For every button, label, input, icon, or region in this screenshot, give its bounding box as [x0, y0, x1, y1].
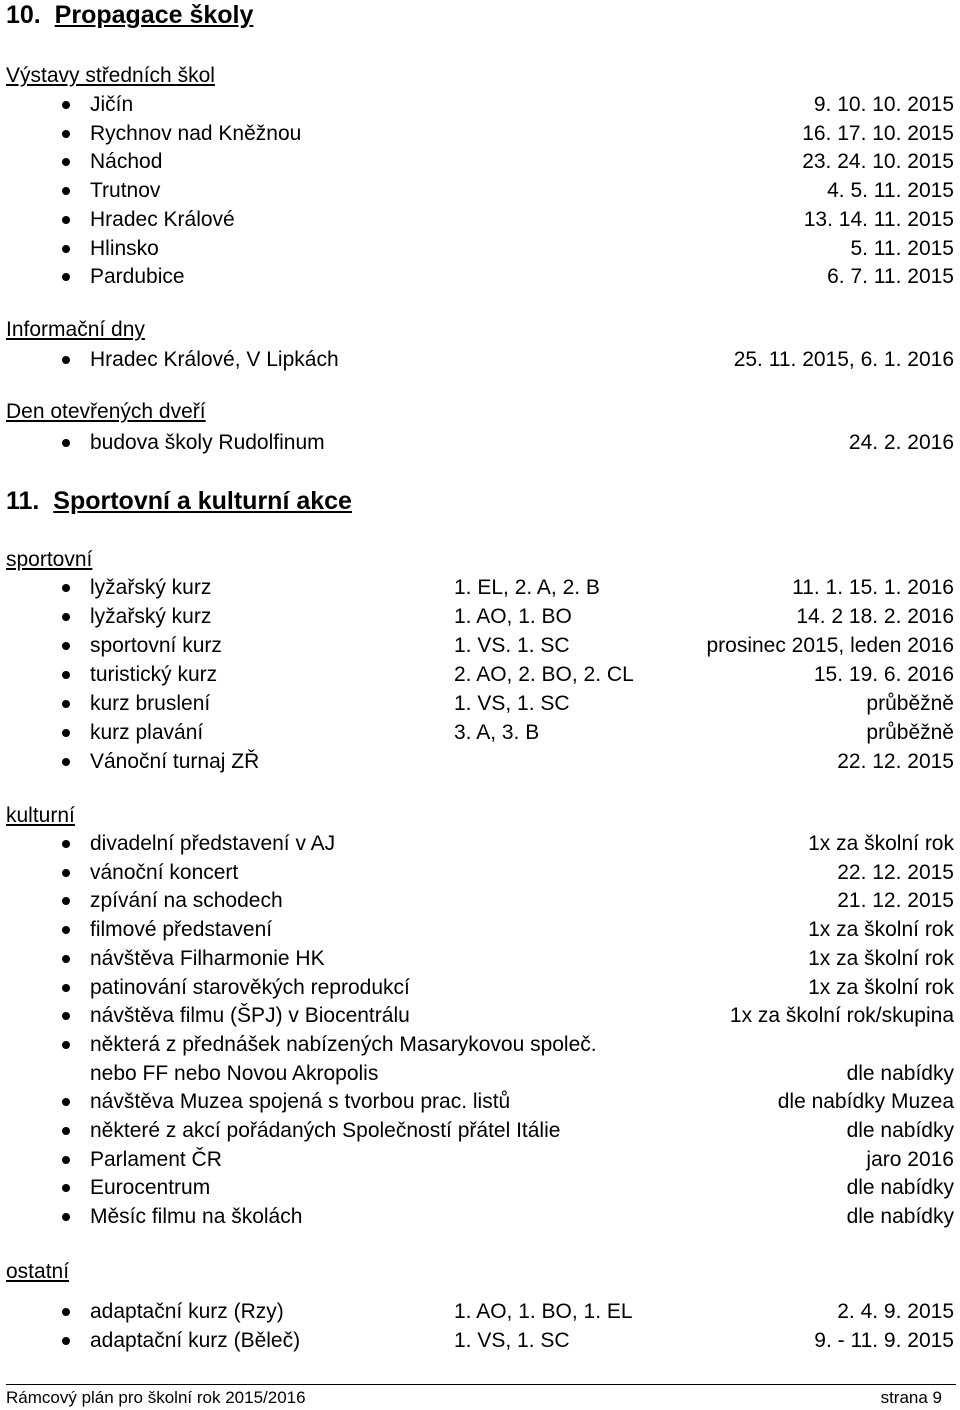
item-classes: 2. AO, 2. BO, 2. CL: [454, 663, 634, 686]
section-11-heading: [6, 486, 352, 516]
item-date: 22. 12. 2015: [837, 750, 954, 773]
item-label: Náchod: [90, 150, 163, 174]
section-title: Propagace školy: [54, 1, 254, 29]
item-date: 6. 7. 11. 2015: [827, 265, 954, 289]
bullet-icon: [62, 955, 70, 963]
item-date: 25. 11. 2015, 6. 1. 2016: [733, 348, 954, 371]
subsection-heading-kulturni: kulturní: [6, 804, 75, 827]
bullet-icon: [62, 1127, 70, 1135]
bullet-icon: [62, 216, 70, 224]
item-label: sportovní kurz: [90, 634, 222, 657]
item-label: návštěva Filharmonie HK: [90, 946, 325, 970]
item-label: adaptační kurz (Rzy): [90, 1300, 284, 1323]
bullet-icon: [62, 869, 70, 877]
item-date: jaro 2016: [866, 1147, 954, 1171]
item-label: některé z akcí pořádaných Společností přátel Itálie: [90, 1119, 561, 1142]
bullet-icon: [62, 984, 70, 992]
item-label: kurz plavání: [90, 721, 204, 744]
subsection-heading-vystavy: Výstavy středních škol: [6, 64, 215, 87]
bullet-icon: [62, 273, 70, 281]
bullet-icon: [62, 1012, 70, 1020]
item-label: turistický kurz: [90, 663, 218, 686]
bullet-icon: [62, 101, 70, 109]
bullet-icon: [62, 897, 70, 905]
item-label: Eurocentrum: [90, 1176, 211, 1200]
section-number: 11.: [6, 487, 40, 515]
bullet-icon: [62, 1308, 70, 1316]
item-label: zpívání na schodech: [90, 889, 283, 913]
bullet-icon: [62, 926, 70, 934]
bullet-icon: [62, 356, 70, 364]
item-date: 5. 11. 2015: [850, 236, 954, 260]
bullet-icon: [62, 840, 70, 848]
item-label: adaptační kurz (Běleč): [90, 1329, 301, 1352]
footer-page-number: strana 9: [880, 1388, 942, 1407]
item-date: 9. - 11. 9. 2015: [814, 1329, 954, 1352]
item-date: 21. 12. 2015: [837, 889, 954, 913]
section-title: Sportovní a kulturní akce: [53, 487, 352, 515]
item-date: dle nabídky: [846, 1176, 954, 1200]
bullet-icon: [62, 158, 70, 166]
subsection-heading-ostatni: ostatní: [6, 1260, 70, 1283]
item-date: 16. 17. 10. 2015: [802, 121, 954, 145]
subsection-heading-den-otevrenych-dveri: Den otevřených dveří: [6, 400, 206, 423]
item-date: průběžně: [866, 692, 954, 715]
item-classes: 1. VS, 1. SC: [454, 692, 570, 715]
item-date: 1x za školní rok: [808, 832, 954, 855]
item-label: Vánoční turnaj ZŘ: [90, 750, 260, 773]
bullet-icon: [62, 584, 70, 592]
item-classes: 1. EL, 2. A, 2. B: [454, 576, 600, 599]
item-classes: 3. A, 3. B: [454, 721, 540, 744]
bullet-icon: [62, 439, 70, 447]
item-label: některá z přednášek nabízených Masarykovou společ.: [90, 1032, 597, 1056]
bullet-icon: [62, 1213, 70, 1221]
item-classes: 1. VS, 1. SC: [454, 1329, 570, 1352]
item-label: Pardubice: [90, 265, 185, 289]
item-date: 1x za školní rok: [808, 946, 954, 970]
item-date: 24. 2. 2016: [848, 431, 954, 454]
item-date: 1x za školní rok/skupina: [729, 1004, 954, 1028]
item-label: Měsíc filmu na školách: [90, 1205, 303, 1229]
item-date: dle nabídky: [846, 1205, 954, 1229]
item-date: 13. 14. 11. 2015: [803, 207, 954, 231]
item-date: průběžně: [866, 721, 954, 744]
item-date: 9. 10. 10. 2015: [813, 93, 954, 116]
item-date: 1x za školní rok: [808, 975, 954, 999]
item-label: lyžařský kurz: [90, 576, 212, 599]
item-label: lyžařský kurz: [90, 605, 212, 628]
bullet-icon: [62, 1156, 70, 1164]
item-label: divadelní představení v AJ: [90, 832, 336, 855]
bullet-icon: [62, 671, 70, 679]
item-date: 4. 5. 11. 2015: [827, 179, 954, 203]
bullet-icon: [62, 613, 70, 621]
item-label: Hlinsko: [90, 236, 159, 260]
bullet-icon: [62, 187, 70, 195]
item-label: Parlament ČR: [90, 1147, 222, 1171]
section-number: 10.: [6, 1, 41, 29]
footer-left: Rámcový plán pro školní rok 2015/2016: [6, 1388, 306, 1407]
bullet-icon: [62, 758, 70, 766]
item-date: 23. 24. 10. 2015: [802, 150, 954, 174]
item-label: vánoční koncert: [90, 860, 239, 884]
item-label: Jičín: [90, 93, 134, 116]
item-date: dle nabídky: [846, 1119, 954, 1142]
item-classes: 1. AO, 1. BO: [454, 605, 572, 628]
item-date: 2. 4. 9. 2015: [837, 1300, 954, 1323]
item-label: Rychnov nad Kněžnou: [90, 121, 302, 145]
item-label: Hradec Králové: [90, 207, 235, 231]
bullet-icon: [62, 1337, 70, 1345]
bullet-icon: [62, 729, 70, 737]
bullet-icon: [62, 245, 70, 253]
item-date: 1x za školní rok: [808, 918, 954, 942]
item-label: kurz bruslení: [90, 692, 211, 715]
bullet-icon: [62, 1184, 70, 1192]
item-label-continued: nebo FF nebo Novou Akropolis: [90, 1061, 379, 1085]
item-label: patinování starověkých reprodukcí: [90, 975, 410, 999]
section-10-heading: [6, 0, 253, 30]
item-classes: 1. AO, 1. BO, 1. EL: [454, 1300, 633, 1323]
item-label: filmové představení: [90, 918, 273, 942]
bullet-icon: [62, 1041, 70, 1049]
item-date: 14. 2 18. 2. 2016: [796, 605, 954, 628]
item-date: 11. 1. 15. 1. 2016: [792, 576, 954, 599]
item-label: budova školy Rudolfinum: [90, 431, 325, 454]
subsection-heading-informacni-dny: Informační dny: [6, 318, 145, 341]
bullet-icon: [62, 130, 70, 138]
subsection-heading-sportovni: sportovní: [6, 548, 93, 571]
item-classes: 1. VS. 1. SC: [454, 634, 570, 657]
item-label: návštěva Muzea spojená s tvorbou prac. listů: [90, 1090, 511, 1114]
item-label: Hradec Králové, V Lipkách: [90, 348, 339, 371]
item-date: dle nabídky: [846, 1061, 954, 1085]
item-date: dle nabídky Muzea: [777, 1090, 954, 1114]
item-label: návštěva filmu (ŠPJ) v Biocentrálu: [90, 1004, 410, 1028]
item-label: Trutnov: [90, 179, 161, 203]
item-date: prosinec 2015, leden 2016: [706, 634, 954, 657]
item-date: 15. 19. 6. 2016: [813, 663, 954, 686]
bullet-icon: [62, 700, 70, 708]
item-date: 22. 12. 2015: [837, 860, 954, 884]
bullet-icon: [62, 642, 70, 650]
bullet-icon: [62, 1098, 70, 1106]
footer-divider: [6, 1384, 956, 1385]
